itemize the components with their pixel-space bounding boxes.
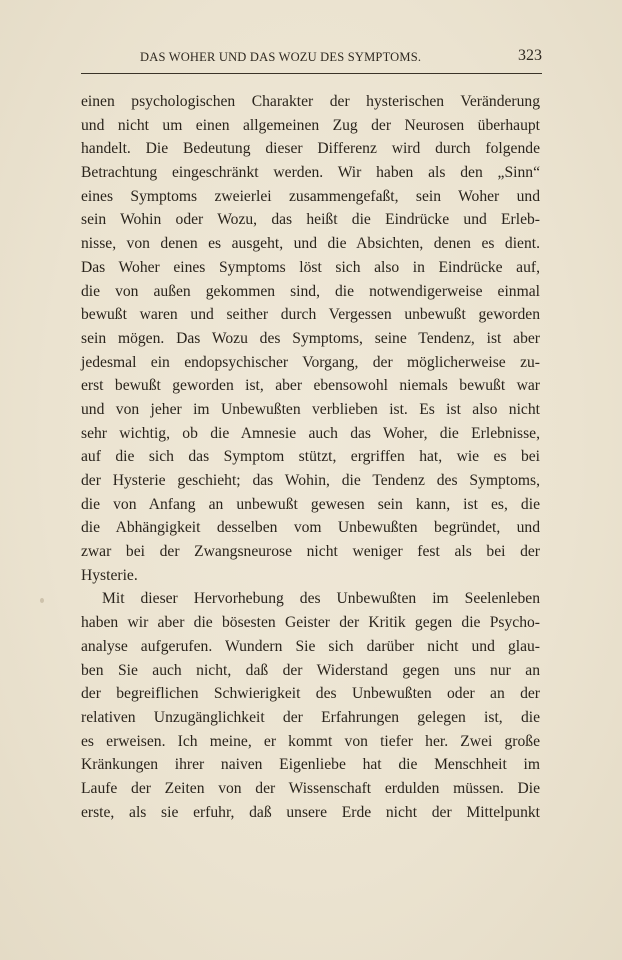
- text-line: der begreiflichen Schwierigkeit des Unbewußten oder an der: [81, 685, 540, 703]
- page-number: 323: [518, 47, 542, 64]
- running-head: [80, 47, 542, 70]
- text-line: Betrachtung eingeschränkt werden. Wir haben als den „Sinn“: [81, 164, 540, 182]
- text-line: bewußt waren und seither durch Vergessen unbewußt geworden: [81, 306, 540, 324]
- text-line: sein mögen. Das Wozu des Symptoms, seine Tendenz, ist aber: [81, 329, 540, 347]
- text-line: die Abhängigkeit desselben vom Unbewußten begründet, und: [81, 519, 540, 537]
- text-line: der Hysterie geschieht; das Wohin, die Tendenz des Symptoms,: [81, 472, 540, 489]
- text-line: auf die sich das Symptom stützt, ergriffen hat, wie es bei: [81, 448, 540, 466]
- paragraph-end-line: Hysterie.: [81, 566, 138, 584]
- header-rule: [81, 73, 542, 74]
- text-line: einen psychologischen Charakter der hysterischen Veränderung: [81, 93, 540, 110]
- text-line: sein Wohin oder Wozu, das heißt die Eindrücke und Erleb-: [81, 211, 540, 229]
- text-line: Kränkungen ihrer naiven Eigenliebe hat die Menschheit im: [81, 756, 540, 774]
- text-line: analyse aufgerufen. Wundern Sie sich darüber nicht und glau-: [81, 637, 540, 655]
- text-line: erste, als sie erfuhr, daß unsere Erde nicht der Mittelpunkt: [81, 803, 540, 821]
- text-line: und von jeher im Unbewußten verblieben ist. Es ist also nicht: [81, 400, 540, 418]
- text-line: Laufe der Zeiten von der Wissenschaft erdulden müssen. Die: [81, 779, 540, 797]
- paragraph-start-line: Mit dieser Hervorhebung des Unbewußten im Seelenleben: [102, 590, 540, 608]
- text-line: haben wir aber die bösesten Geister der Kritik gegen die Psycho-: [81, 614, 540, 632]
- paper-spot: [40, 598, 44, 603]
- body-text: [81, 90, 540, 824]
- text-line: handelt. Die Bedeutung dieser Differenz wird durch folgende: [81, 140, 540, 158]
- text-line: die von Anfang an unbewußt gewesen sein kann, ist es, die: [81, 495, 540, 513]
- text-line: relativen Unzugänglichkeit der Erfahrungen gelegen ist, die: [81, 708, 540, 726]
- text-line: es erweisen. Ich meine, er kommt von tiefer her. Zwei große: [81, 732, 540, 750]
- text-line: jedesmal ein endopsychischer Vorgang, der möglicherweise zu-: [81, 353, 540, 371]
- text-line: erst bewußt geworden ist, aber ebensowohl niemals bewußt war: [81, 377, 540, 395]
- text-line: sehr wichtig, ob die Amnesie auch das Woher, die Erlebnisse,: [81, 424, 540, 442]
- text-line: Das Woher eines Symptoms löst sich also in Eindrücke auf,: [81, 258, 540, 276]
- running-title: DAS WOHER UND DAS WOZU DES SYMPTOMS.: [140, 50, 422, 64]
- text-line: nisse, von denen es ausgeht, und die Absichten, denen es dient.: [81, 235, 540, 253]
- text-line: eines Symptoms zweierlei zusammengefaßt, sein Woher und: [81, 187, 540, 205]
- text-line: die von außen gekommen sind, die notwendigerweise einmal: [81, 282, 540, 300]
- text-line: und nicht um einen allgemeinen Zug der Neurosen überhaupt: [81, 116, 540, 134]
- text-line: ben Sie auch nicht, daß der Widerstand gegen uns nur an: [81, 661, 540, 679]
- text-line: zwar bei der Zwangsneurose nicht weniger fest als bei der: [81, 543, 540, 561]
